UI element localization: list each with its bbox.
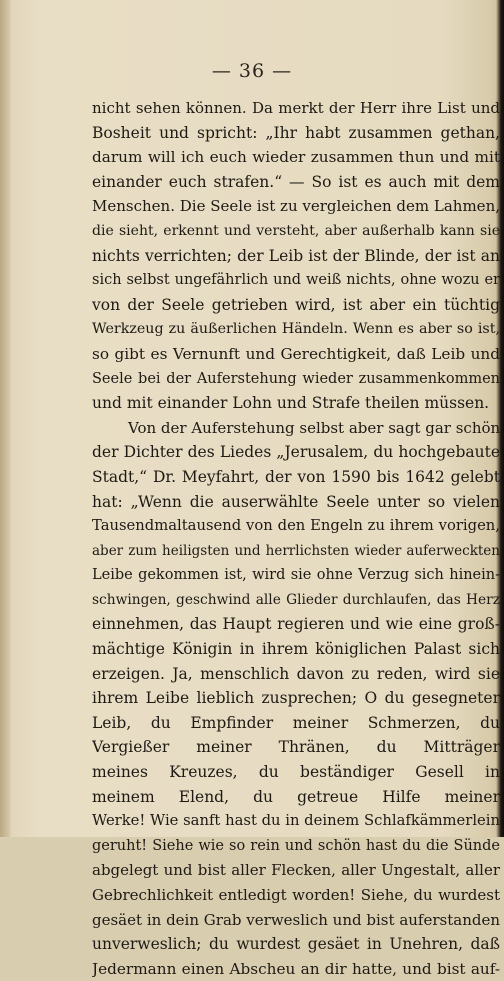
text-line: Leib, du Empfinder meiner Schmerzen, du bbox=[92, 713, 500, 732]
text-line: so gibt es Vernunft und Gerechtigkeit, daß Leib und bbox=[92, 344, 500, 363]
text-line: Von der Auferstehung selbst aber sagt gar schön bbox=[128, 418, 500, 437]
text-line: hat: „Wenn die auserwählte Seele unter so vielen bbox=[92, 492, 500, 511]
text-line: gesäet in dein Grab verweslich und bist auferstanden bbox=[92, 910, 500, 929]
text-line: Werkzeug zu äußerlichen Händeln. Wenn es aber so ist, bbox=[92, 321, 500, 338]
text-line: erzeigen. Ja, menschlich davon zu reden, wird sie bbox=[92, 664, 500, 683]
text-line: Gebrechlichkeit entledigt worden! Siehe, du wurdest bbox=[92, 886, 500, 904]
text-line: der Dichter des Liedes „Jerusalem, du hochgebaute bbox=[92, 443, 500, 462]
page-number: — 36 — bbox=[211, 60, 293, 82]
text-line: einnehmen, das Haupt regieren und wie eine groß- bbox=[92, 615, 500, 634]
text-line: darum will ich euch wieder zusammen thun und mit bbox=[92, 148, 500, 167]
text-line: sich selbst ungefährlich und weiß nichts, ohne wozu er bbox=[92, 272, 500, 289]
page-gutter bbox=[0, 0, 10, 837]
text-line: Seele bei der Auferstehung wieder zusammenkommen bbox=[92, 370, 500, 387]
text-line: geruht! Siehe wie so rein und schön hast du die Sünde bbox=[92, 837, 500, 854]
text-line: meines Kreuzes, du beständiger Gesell in bbox=[92, 763, 500, 782]
text-line: die sieht, erkennt und versteht, aber außerhalb kann sie bbox=[92, 222, 500, 239]
text-line: Leibe gekommen ist, wird sie ohne Verzug sich hinein- bbox=[92, 567, 500, 584]
text-line: schwingen, geschwind alle Glieder durchlaufen, das Herz bbox=[92, 591, 500, 608]
text-line: Vergießer meiner Thränen, du Mitträger bbox=[92, 738, 500, 757]
text-line: Jedermann einen Abscheu an dir hatte, und bist auf- bbox=[92, 959, 500, 978]
text-line: meinem Elend, du getreue Hilfe meiner bbox=[92, 787, 500, 806]
text-line: Stadt,“ Dr. Meyfahrt, der von 1590 bis 1642 gelebt bbox=[92, 467, 500, 486]
text-line: mächtige Königin in ihrem königlichen Palast sich bbox=[92, 640, 500, 659]
text-line: unverweslich; du wurdest gesäet in Unehren, daß bbox=[92, 935, 500, 954]
text-line: von der Seele getrieben wird, ist aber ein tüchtig bbox=[92, 295, 500, 314]
body-text bbox=[92, 96, 500, 981]
text-line: Werke! Wie sanft hast du in deinem Schlafkämmerlein bbox=[92, 812, 500, 830]
text-line: einander euch strafen.“ — So ist es auch mit dem bbox=[92, 172, 500, 191]
text-line: Tausendmaltausend von den Engeln zu ihrem vorigen, bbox=[92, 517, 500, 535]
text-line: aber zum heiligsten und herrlichsten wieder auferweckten bbox=[92, 542, 500, 559]
text-line: ihrem Leibe lieblich zusprechen; O du gesegneter bbox=[92, 689, 500, 708]
text-line: und mit einander Lohn und Strafe theilen müssen. bbox=[92, 394, 490, 413]
text-line: Menschen. Die Seele ist zu vergleichen dem Lahmen, bbox=[92, 197, 500, 216]
text-line: nichts verrichten; der Leib ist der Blinde, der ist an bbox=[92, 246, 500, 265]
text-line: Bosheit und spricht: „Ihr habt zusammen gethan, bbox=[92, 123, 500, 142]
text-line: abgelegt und bist aller Flecken, aller Ungestalt, aller bbox=[92, 861, 500, 880]
text-line: nicht sehen können. Da merkt der Herr ihre List und bbox=[92, 99, 500, 117]
